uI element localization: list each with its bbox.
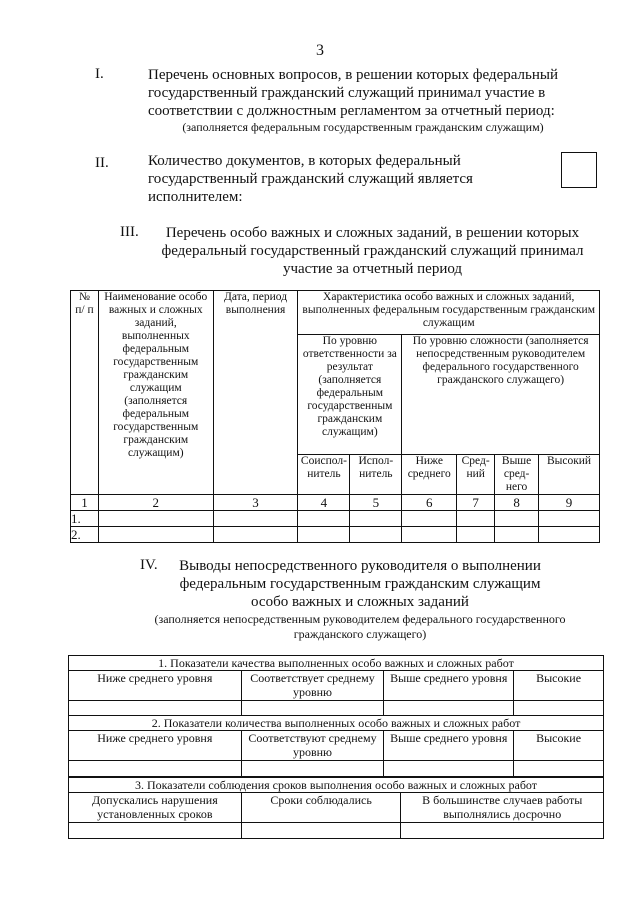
quantity-cell[interactable] xyxy=(241,761,384,777)
quality-table xyxy=(68,655,604,717)
deadlines-violations: Допускались нарушения установленных сроков xyxy=(69,793,242,823)
col-header-characteristics: Характеристика особо важных и сложных заданий, выполненных федеральным государственным гражданским служащим xyxy=(298,291,600,335)
section-2-number: II. xyxy=(95,155,109,171)
col-header-coexecutor: Соиспол-нитель xyxy=(298,455,350,495)
col-number: 8 xyxy=(495,495,539,511)
section-4-note-line: гражданского служащего) xyxy=(293,627,427,641)
section-2-line: Количество документов, в которых федеральный xyxy=(148,153,461,169)
deadlines-met: Сроки соблюдались xyxy=(241,793,401,823)
col-header-number: № п/ п xyxy=(71,291,99,495)
table-cell[interactable] xyxy=(539,527,600,543)
table-row xyxy=(71,511,600,527)
table-cell[interactable] xyxy=(495,511,539,527)
quantity-cell[interactable] xyxy=(69,761,242,777)
col-header-executor: Испол-нитель xyxy=(350,455,402,495)
deadlines-block-title: 3. Показатели соблюдения сроков выполнения особо важных и сложных работ xyxy=(69,778,604,793)
quantity-average: Соответствуют среднему уровню xyxy=(241,731,384,761)
section-4-title-line: особо важных и сложных заданий xyxy=(251,594,469,610)
table-cell[interactable] xyxy=(402,511,457,527)
section-1-number: I. xyxy=(95,66,104,82)
col-number: 6 xyxy=(402,495,457,511)
section-4-title xyxy=(150,557,570,611)
table-row xyxy=(71,527,600,543)
table-cell[interactable] xyxy=(98,527,213,543)
section-3-title-line: Перечень особо важных и сложных заданий, в решении которых xyxy=(165,225,580,241)
table-cell[interactable] xyxy=(402,527,457,543)
quality-below-average: Ниже среднего уровня xyxy=(69,671,242,701)
col-header-above-average: Выше сред-него xyxy=(495,455,539,495)
deadlines-early: В большинстве случаев работы выполнялись досрочно xyxy=(401,793,604,823)
col-header-date: Дата, период выполнения xyxy=(213,291,298,495)
col-header-high: Высокий xyxy=(539,455,600,495)
col-header-complexity: По уровню сложности (заполняется непосредственным руководителем федерального государственного гражданского служащего) xyxy=(402,335,600,455)
table-cell[interactable] xyxy=(298,511,350,527)
section-3-title xyxy=(140,224,605,278)
quality-average: Соответствует среднему уровню xyxy=(241,671,384,701)
section-1-note: (заполняется федеральным государственным гражданским служащим) xyxy=(182,120,544,134)
table-cell[interactable] xyxy=(298,527,350,543)
table-cell[interactable] xyxy=(350,527,402,543)
section-3-title-line: федеральный государственный гражданский служащий принимал xyxy=(161,243,584,259)
section-1-text xyxy=(148,66,595,120)
section-2-line: государственный гражданский служащий является xyxy=(148,171,473,187)
deadlines-cell[interactable] xyxy=(69,823,242,839)
quantity-above-average: Выше среднего уровня xyxy=(384,731,514,761)
section-2-line: исполнителем: xyxy=(148,189,243,205)
quality-high: Высокие xyxy=(514,671,604,701)
section-3-title-line: участие за отчетный период xyxy=(282,261,463,277)
section-2-text xyxy=(148,152,553,206)
col-header-average: Сред-ний xyxy=(457,455,495,495)
table-cell[interactable] xyxy=(213,511,298,527)
quantity-table xyxy=(68,715,604,777)
quantity-cell[interactable] xyxy=(384,761,514,777)
section-4-title-line: федеральным государственным гражданским служащим xyxy=(179,576,541,592)
col-number: 7 xyxy=(457,495,495,511)
table-cell[interactable] xyxy=(457,511,495,527)
quantity-cell[interactable] xyxy=(514,761,604,777)
col-number: 4 xyxy=(298,495,350,511)
col-number: 5 xyxy=(350,495,402,511)
col-number: 2 xyxy=(98,495,213,511)
deadlines-cell[interactable] xyxy=(241,823,401,839)
documents-count-box[interactable] xyxy=(561,152,597,188)
table-cell[interactable] xyxy=(98,511,213,527)
col-number: 9 xyxy=(539,495,600,511)
deadlines-cell[interactable] xyxy=(401,823,604,839)
table-cell[interactable] xyxy=(213,527,298,543)
deadlines-table xyxy=(68,777,604,839)
section-3-number: III. xyxy=(120,224,139,240)
section-1-line: Перечень основных вопросов, в решении которых федеральный xyxy=(148,67,558,83)
quantity-block-title: 2. Показатели количества выполненных особо важных и сложных работ xyxy=(69,716,604,731)
quality-above-average: Выше среднего уровня xyxy=(384,671,514,701)
table-cell[interactable] xyxy=(350,511,402,527)
table-cell[interactable] xyxy=(457,527,495,543)
col-number: 3 xyxy=(213,495,298,511)
quality-block-title: 1. Показатели качества выполненных особо важных и сложных работ xyxy=(69,656,604,671)
section-4-note xyxy=(110,612,610,642)
section-1-line: соответствии с должностным регламентом за отчетный период: xyxy=(148,103,555,119)
col-number: 1 xyxy=(71,495,99,511)
col-header-below-average: Ниже среднего xyxy=(402,455,457,495)
tasks-table xyxy=(70,290,600,543)
section-4-number: IV. xyxy=(140,557,158,573)
table-cell[interactable] xyxy=(539,511,600,527)
quantity-below-average: Ниже среднего уровня xyxy=(69,731,242,761)
section-4-title-line: Выводы непосредственного руководителя о выполнении xyxy=(179,558,541,574)
col-header-task-name: Наименование особо важных и сложных заданий, выполненных федеральным государственным гражданским служащим (заполняется федеральным государственным гражданским служащим) xyxy=(98,291,213,495)
section-4-note-line: (заполняется непосредственным руководителем федерального государственного xyxy=(154,612,566,626)
section-1-line: государственный гражданский служащий принимал участие в xyxy=(148,85,546,101)
page-number: 3 xyxy=(316,42,324,59)
row-number: 2. xyxy=(71,527,99,543)
row-number: 1. xyxy=(71,511,99,527)
quantity-high: Высокие xyxy=(514,731,604,761)
table-cell[interactable] xyxy=(495,527,539,543)
col-header-responsibility: По уровню ответственности за результат (заполняется федеральным государственным гражданским служащим) xyxy=(298,335,402,455)
